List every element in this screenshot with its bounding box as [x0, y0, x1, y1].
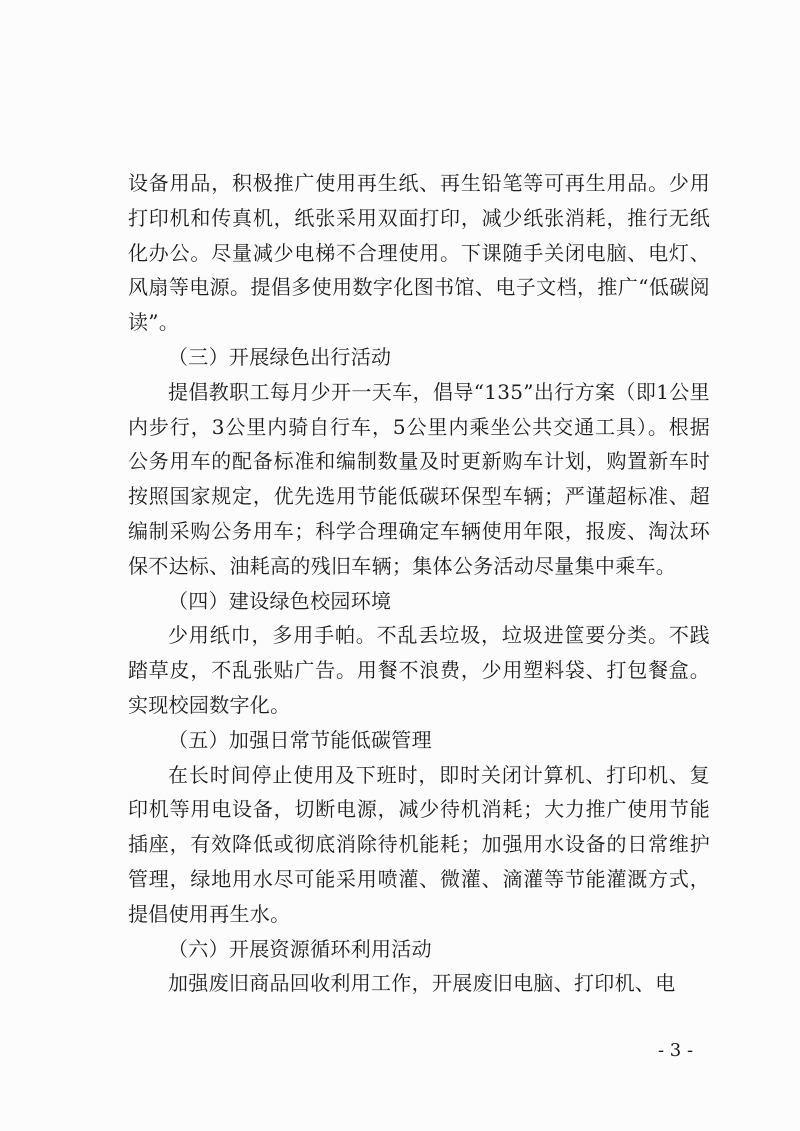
paragraph-continued: 设备用品，积极推广使用再生纸、再生铅笔等可再生用品。少用打印机和传真机，纸张采用双面打印，减少纸张消耗，推行无纸化办公。尽量减少电梯不合理使用。下课随手关闭电脑、电灯、风扇等电源。提倡多使用数字化图书馆、电子文档，推广“低碳阅读”。 [128, 171, 710, 335]
section-heading-3: （三）开展绿色出行活动 [168, 344, 392, 369]
section-heading-4: （四）建设绿色校园环境 [168, 588, 392, 613]
document-body [128, 166, 710, 1001]
page-number: - 3 - [658, 1040, 694, 1061]
paragraph-green-travel: 提倡教职工每月少开一天车，倡导“135”出行方案（即1公里内步行，3公里内骑自行车，5公里内乘坐公共交通工具）。根据公务用车的配备标准和编制数量及时更新购车计划，购置新车时按照国家规定，优先选用节能低碳环保型车辆；严谨超标准、超编制采购公务用车；科学合理确定车辆使用年限，报废、淘汰环保不达标、油耗高的残旧车辆；集体公务活动尽量集中乘车。 [128, 379, 710, 578]
section-heading-6: （六）开展资源循环利用活动 [168, 936, 432, 961]
section-heading-5: （五）加强日常节能低碳管理 [168, 727, 432, 752]
paragraph-green-campus: 少用纸巾，多用手帕。不乱丢垃圾，垃圾进筐要分类。不践踏草皮，不乱张贴广告。用餐不浪费，少用塑料袋、打包餐盒。实现校园数字化。 [128, 623, 710, 717]
paragraph-recycling: 加强废旧商品回收利用工作，开展废旧电脑、打印机、电 [168, 971, 676, 996]
paragraph-energy-management: 在长时间停止使用及下班时，即时关闭计算机、打印机、复印机等用电设备，切断电源，减少待机消耗；大力推广使用节能插座，有效降低或彻底消除待机能耗；加强用水设备的日常维护管理，绿地用水尽可能采用喷灌、微灌、滴灌等节能灌溉方式，提倡使用再生水。 [128, 762, 710, 926]
